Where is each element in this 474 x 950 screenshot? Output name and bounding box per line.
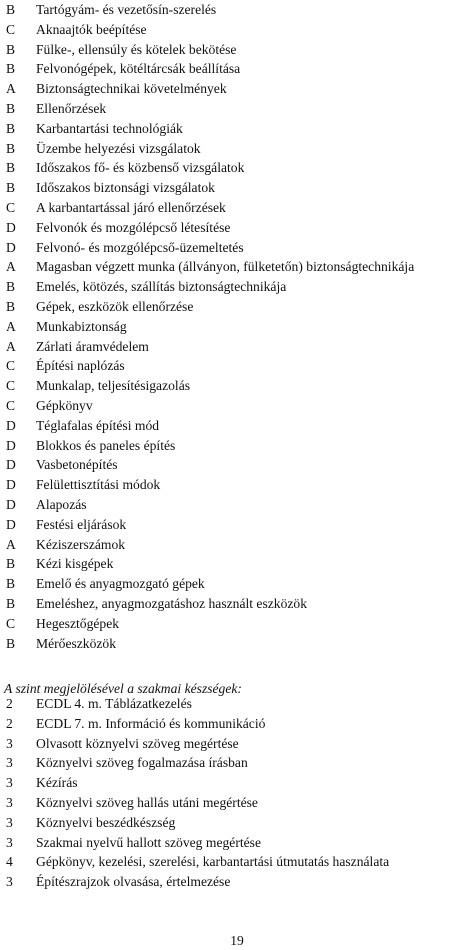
skills-list [6,694,474,892]
skill-level: 3 [6,834,13,850]
skills-heading: A szint megjelölésével a szakmai készségek: [4,681,242,696]
topic-level: B [6,120,16,136]
topic-row [6,356,474,376]
topic-text: Munkalap, teljesítésigazolás [36,378,191,394]
topic-level: A [6,81,16,97]
topic-text: Magasban végzett munka (állványon, fülketetőn) biztonságtechnikája [36,259,415,275]
topic-level: B [6,100,16,116]
topic-row [6,554,474,574]
skill-level: 3 [6,794,13,810]
topic-level: B [6,279,16,295]
skill-level: 3 [6,735,13,751]
topic-text: Felülettisztítási módok [36,477,161,493]
topic-text: Emelő és anyagmozgató gépek [36,576,205,592]
topic-row [6,416,474,436]
skill-text: Köznyelvi beszédkészség [36,814,176,830]
topic-level: D [6,477,16,493]
topic-row [6,257,474,277]
topic-text: Zárlati áramvédelem [36,338,149,354]
topic-level: B [6,180,16,196]
topic-text: Időszakos biztonsági vizsgálatok [36,180,215,196]
topic-row [6,634,474,654]
skill-row [6,813,474,833]
topic-level: A [6,338,16,354]
topic-text: Időszakos fő- és közbenső vizsgálatok [36,160,245,176]
topic-text: Ellenőrzések [36,100,107,116]
topic-row [6,317,474,337]
skill-level: 3 [6,755,13,771]
topic-row [6,614,474,634]
topic-text: Biztonságtechnikai követelmények [36,81,227,97]
topic-text: Felvonógépek, kötéltárcsák beállítása [36,61,241,77]
topic-level: C [6,21,16,37]
topic-row [6,436,474,456]
topic-level: B [6,61,16,77]
topic-text: Felvonó- és mozgólépcső-üzemeltetés [36,239,244,255]
topic-text: Emelés, kötözés, szállítás biztonságtechnikája [36,279,287,295]
topic-level: B [6,595,16,611]
topic-text: Emeléshez, anyagmozgatáshoz használt eszközök [36,595,308,611]
skill-level: 2 [6,696,13,711]
topic-text: Vasbetonépítés [36,457,118,473]
topic-text: Blokkos és paneles építés [36,437,176,453]
topic-level: D [6,457,16,473]
topic-level: A [6,318,16,334]
topic-text: Kéziszerszámok [36,536,126,552]
topic-level: D [6,516,16,532]
topic-row [6,277,474,297]
topic-level: D [6,417,16,433]
topic-text: Munkabiztonság [36,318,127,334]
topic-row [6,59,474,79]
skill-text: Köznyelvi szöveg fogalmazása írásban [36,755,248,771]
topic-row [6,475,474,495]
topic-row [6,515,474,535]
skill-text: ECDL 7. m. Információ és kommunikáció [36,715,266,731]
topic-row [6,119,474,139]
topic-row [6,594,474,614]
topic-row [6,535,474,555]
topic-row [6,20,474,40]
topic-level: C [6,378,16,394]
topic-text: Tartógyám- és vezetősín-szerelés [36,2,217,17]
topic-level: B [6,298,16,314]
topic-text: Hegesztőgépek [36,615,120,631]
skill-row [6,833,474,853]
topic-level: A [6,259,16,275]
topic-row [6,238,474,258]
skill-text: Köznyelvi szöveg hallás utáni megértése [36,794,258,810]
skill-text: ECDL 4. m. Táblázatkezelés [36,696,192,711]
topic-text: Téglafalas építési mód [36,417,160,433]
topic-text: Gépek, eszközök ellenőrzése [36,298,194,314]
topic-level: B [6,160,16,176]
skill-text: Építészrajzok olvasása, értelmezése [36,874,231,890]
skill-row [6,793,474,813]
topic-level: B [6,556,16,572]
topic-row [6,218,474,238]
skill-level: 2 [6,715,13,731]
topic-text: Üzembe helyezési vizsgálatok [36,140,201,156]
skill-level: 3 [6,775,13,791]
topic-row [6,396,474,416]
topic-level: C [6,358,16,374]
topic-level: C [6,615,16,631]
topic-row [6,79,474,99]
skill-text: Olvasott köznyelvi szöveg megértése [36,735,239,751]
skill-level: 3 [6,814,13,830]
topic-text: Építési naplózás [36,358,125,374]
skill-row [6,714,474,734]
skill-row [6,872,474,892]
skill-text: Szakmai nyelvű hallott szöveg megértése [36,834,261,850]
topic-text: Festési eljárások [36,516,127,532]
skill-level: 3 [6,874,13,890]
topic-level: D [6,219,16,235]
skill-row [6,852,474,872]
topic-row [6,178,474,198]
topic-row [6,99,474,119]
topic-level: C [6,199,16,215]
topic-level: B [6,140,16,156]
skill-row [6,734,474,754]
skill-row [6,694,474,714]
topic-text: Fülke-, ellensúly és kötelek bekötése [36,41,237,57]
topic-row [6,40,474,60]
topic-row [6,574,474,594]
topic-level: D [6,437,16,453]
topic-row [6,376,474,396]
topic-text: Felvonók és mozgólépcső létesítése [36,219,231,235]
topic-level: A [6,536,16,552]
topic-text: Mérőeszközök [36,635,117,651]
skill-level: 4 [6,854,13,870]
page-number: 19 [230,933,244,948]
topic-level: D [6,239,16,255]
topic-text: Gépkönyv [36,397,93,413]
topic-text: Alapozás [36,496,87,512]
topic-level: B [6,41,16,57]
topic-level: D [6,496,16,512]
skill-row [6,773,474,793]
topic-list [6,0,474,653]
topic-text: A karbantartással járó ellenőrzések [36,199,226,215]
topic-row [6,198,474,218]
topic-row [6,297,474,317]
skill-text: Kézírás [36,775,78,791]
skill-row [6,753,474,773]
topic-text: Kézi kisgépek [36,556,114,572]
topic-level: B [6,576,16,592]
topic-row [6,158,474,178]
topic-row [6,455,474,475]
topic-level: B [6,635,16,651]
topic-level: C [6,397,16,413]
topic-row [6,337,474,357]
skill-text: Gépkönyv, kezelési, szerelési, karbantartási útmutatás használata [36,854,390,870]
topic-row [6,139,474,159]
topic-level: B [6,2,16,17]
topic-row [6,0,474,20]
topic-text: Karbantartási technológiák [36,120,183,136]
topic-text: Aknaajtók beépítése [36,21,147,37]
topic-row [6,495,474,515]
